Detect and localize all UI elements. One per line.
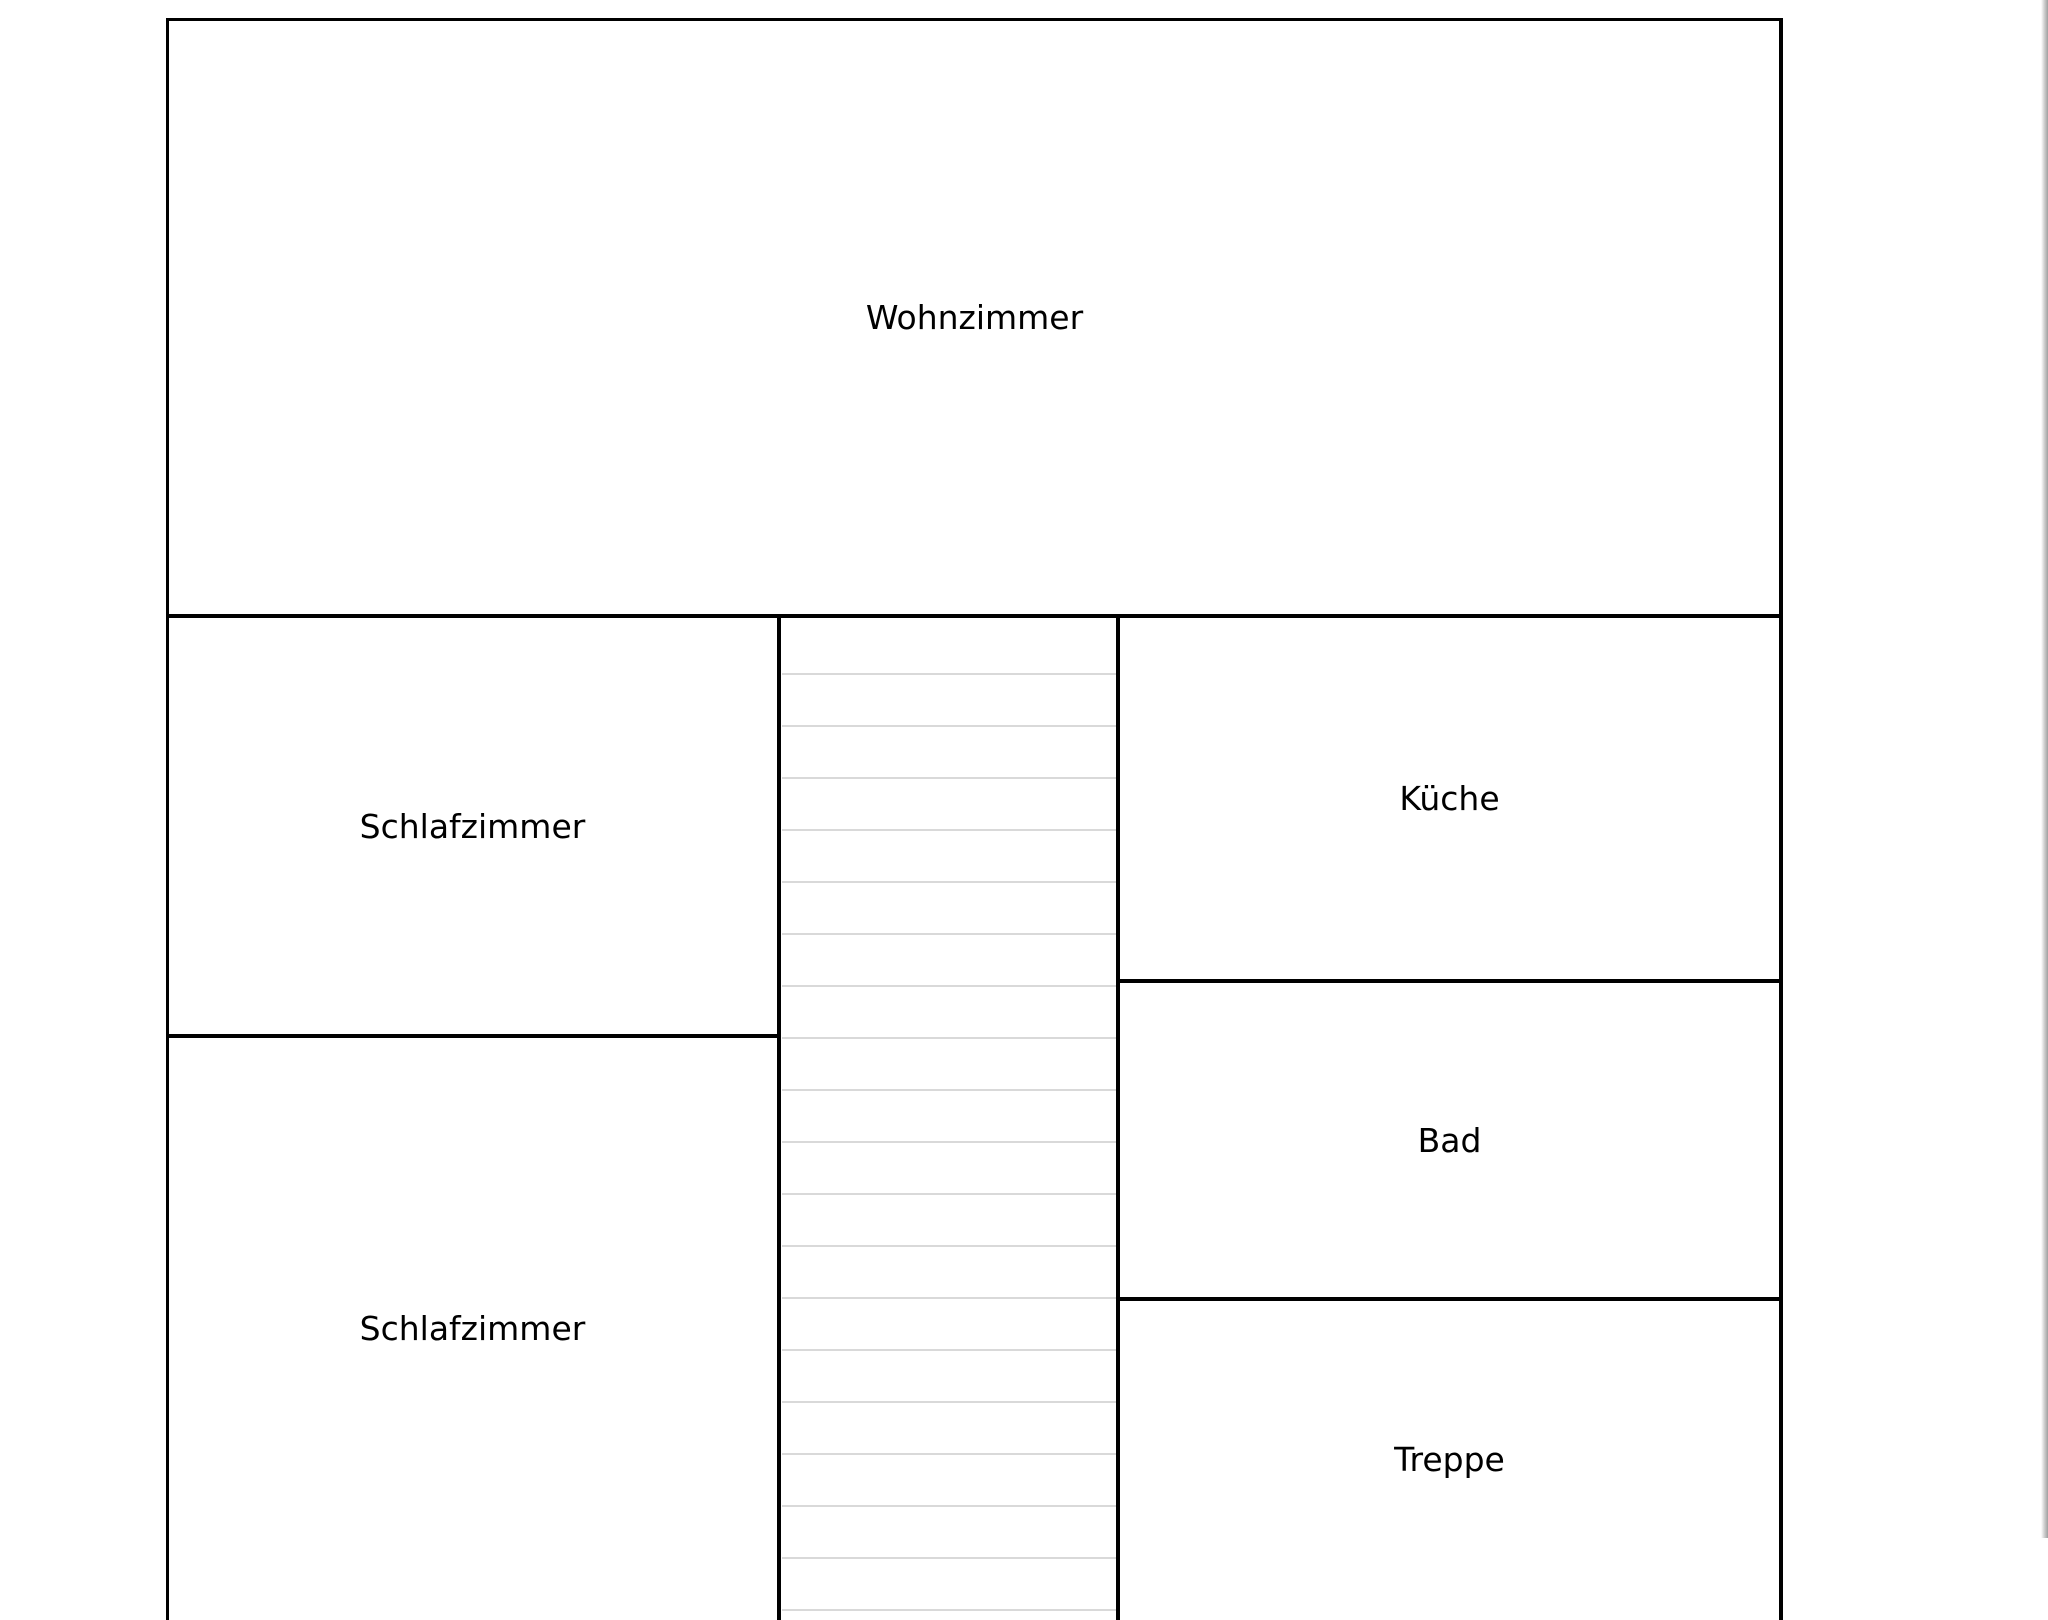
room-bad <box>1118 981 1781 1299</box>
room-schlafzimmer-2 <box>166 1036 779 1620</box>
room-kueche <box>1118 616 1781 981</box>
room-label-schlafzimmer-1: Schlafzimmer <box>359 806 586 846</box>
room-label-bad: Bad <box>1417 1120 1482 1160</box>
room-label-schlafzimmer-2: Schlafzimmer <box>359 1308 586 1348</box>
staircase-treads <box>782 623 1116 1620</box>
room-schlafzimmer-1 <box>166 616 779 1036</box>
room-label-treppe: Treppe <box>1394 1440 1505 1479</box>
room-wohnzimmer <box>166 18 1783 616</box>
room-treppe <box>1118 1299 1781 1620</box>
room-label-kueche: Küche <box>1399 779 1500 818</box>
right-edge-strip <box>2041 0 2048 1538</box>
room-label-wohnzimmer: Wohnzimmer <box>865 297 1084 337</box>
floor-plan <box>166 18 1783 1620</box>
